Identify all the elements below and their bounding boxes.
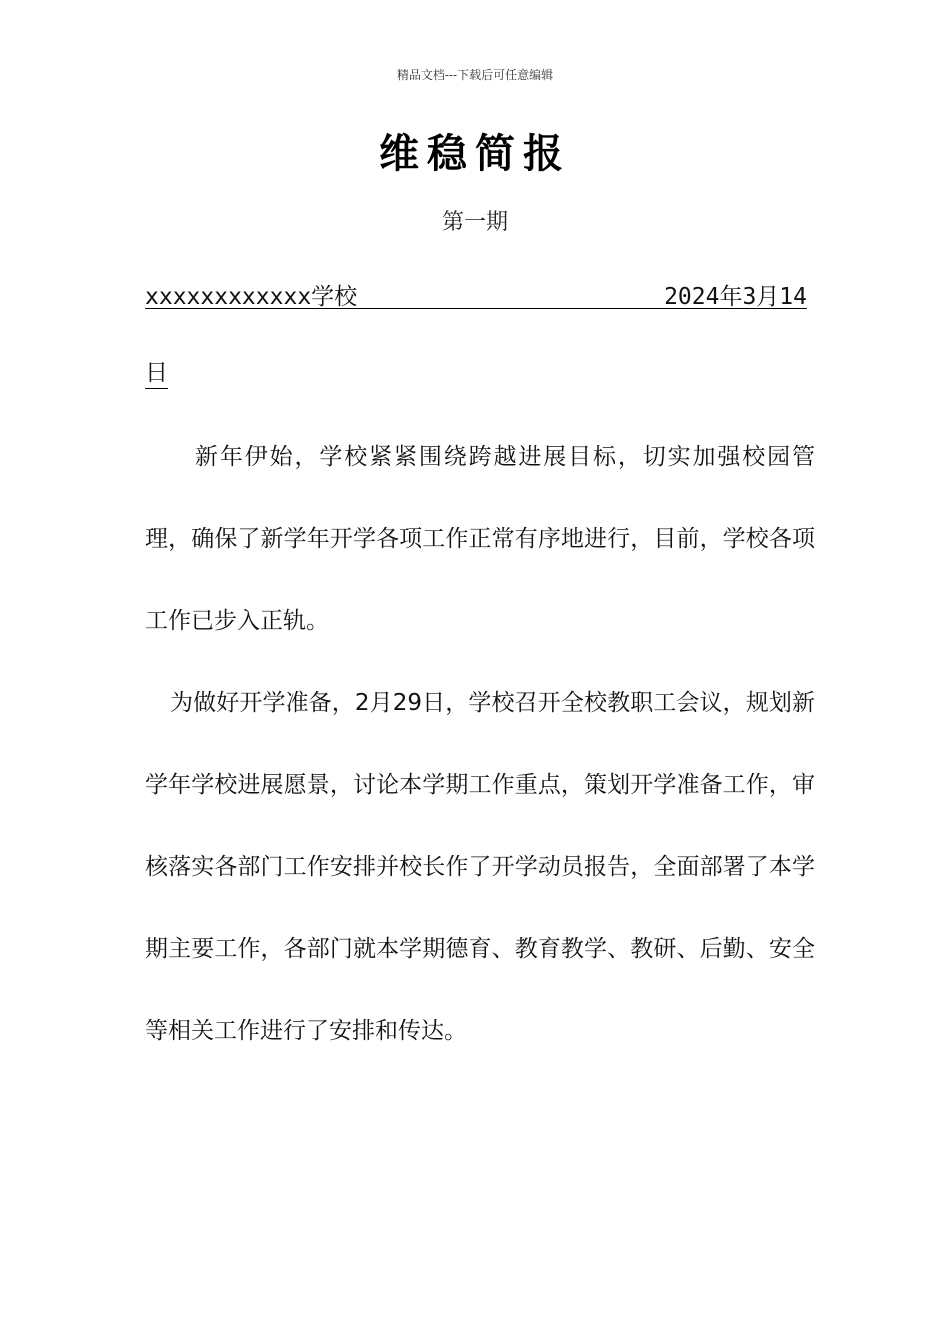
body-paragraph-1: 新年伊始，学校紧紧围绕跨越进展目标，切实加强校园管理，确保了新学年开学各项工作正常有序地进行，目前，学校各项工作已步入正轨。 [145,444,815,634]
document-title: 维稳简报 [379,131,571,177]
document-meta-line [145,276,807,309]
issue-date: 2024年3月14 [664,284,807,310]
body-paragraph-2: 为做好开学准备，2月29日，学校召开全校教职工会议，规划新学年学校进展愿景，讨论本学期工作重点，策划开学准备工作，审核落实各部门工作安排并校长作了开学动员报告，全面部署了本学期主要工作，各部门就本学期德育、教育教学、教研、后勤、安全等相关工作进行了安排和传达。 [145,690,815,1044]
issue-date-continued: 日 [145,358,168,389]
school-name: xxxxxxxxxxxx学校 [145,284,358,310]
document-issue-number: 第一期 [441,210,508,235]
page-header-note: 精品文档---下载后可任意编辑 [396,68,554,82]
